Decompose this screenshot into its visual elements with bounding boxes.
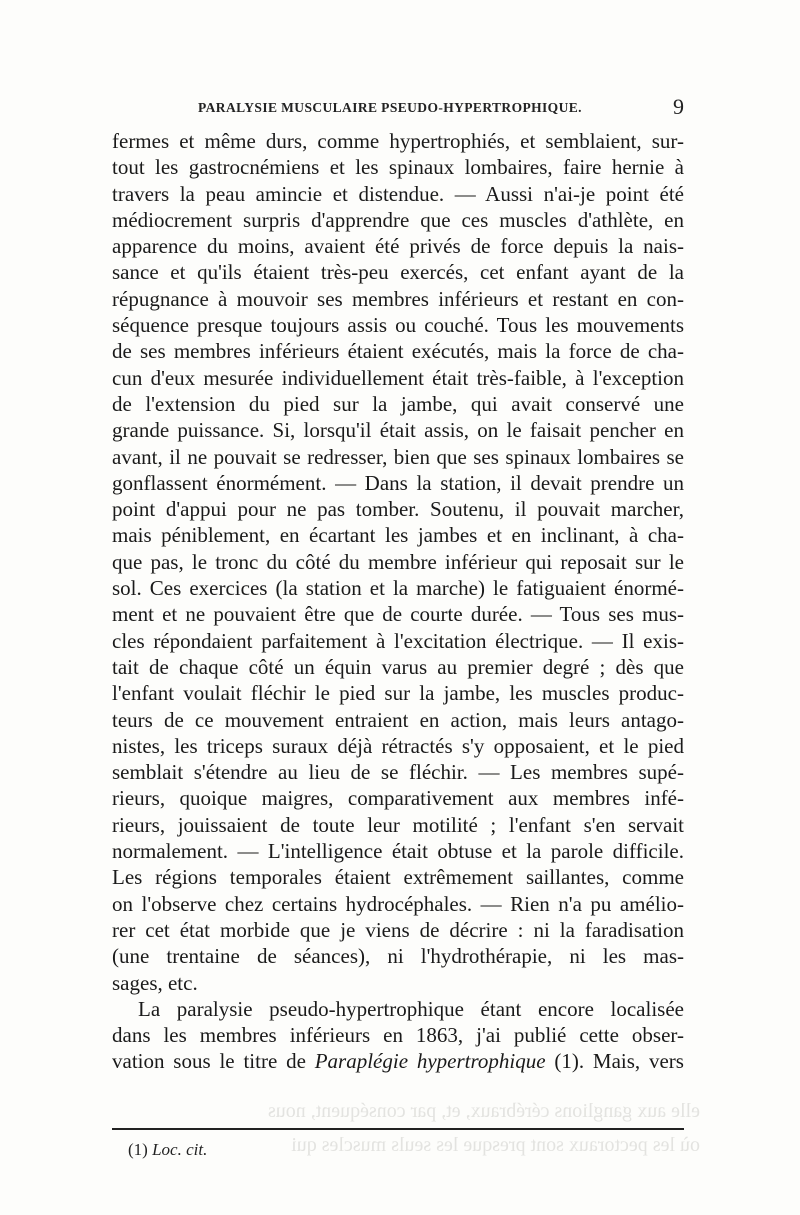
text-line: on l'observe chez certains hydrocéphales. — Rien n'a pu amélio- xyxy=(112,891,684,916)
footnote-rule xyxy=(112,1128,684,1130)
text-line: rieurs, quoique maigres, comparativement aux membres infé- xyxy=(112,786,684,811)
text-line: normalement. — L'intelligence était obtuse et la parole difficile. xyxy=(112,839,684,864)
text-line: cles répondaient parfaitement à l'excitation électrique. — Il exis- xyxy=(112,628,684,653)
text-line: que pas, le tronc du côté du membre inférieur qui reposait sur le xyxy=(112,549,684,574)
footnote-marker: (1) xyxy=(128,1140,153,1159)
paragraph-2-line: La paralysie pseudo-hypertrophique étant encore localisée xyxy=(138,996,684,1021)
text-line: répugnance à mouvoir ses membres inférieurs et restant en con- xyxy=(112,286,684,311)
text-line: semblait s'étendre au lieu de se fléchir. — Les membres supé- xyxy=(112,760,684,785)
text-line: teurs de ce mouvement entraient en action, mais leurs antago- xyxy=(112,707,684,732)
text-line: tait de chaque côté un équin varus au premier degré ; dès que xyxy=(112,654,684,679)
text-line: gonflassent énormément. — Dans la station, il devait prendre un xyxy=(112,470,684,495)
text-line: (une trentaine de séances), ni l'hydrothérapie, ni les mas- xyxy=(112,944,684,969)
show-through-text-1: elle aux ganglions cérébraux, et, par conséquent, nous xyxy=(267,1100,700,1122)
text-line: tout les gastrocnémiens et les spinaux lombaires, faire hernie à xyxy=(112,155,684,180)
text-line: sages, etc. xyxy=(112,970,198,995)
paragraph-2-last-line xyxy=(112,1048,684,1074)
text-line: médiocrement surpris d'apprendre que ces muscles d'athlète, en xyxy=(112,207,684,232)
line-text-before: vation sous le titre de xyxy=(112,1049,315,1074)
footnote xyxy=(128,1140,207,1160)
text-line: fermes et même durs, comme hypertrophiés, et semblaient, sur- xyxy=(112,129,684,153)
text-line: cun d'eux mesurée individuellement était très-faible, à l'exception xyxy=(112,365,684,390)
footnote-text: Loc. cit. xyxy=(152,1140,208,1159)
show-through-text-2: où les pectoraux sont presque les seuls muscles qui xyxy=(291,1134,700,1156)
text-line: travers la peau amincie et distendue. — Aussi n'ai-je point été xyxy=(112,181,684,206)
text-line: sol. Ces exercices (la station et la marche) le fatiguaient énormé- xyxy=(112,576,684,601)
italic-title: Paraplégie hypertrophique xyxy=(314,1049,546,1074)
body-text xyxy=(112,128,684,1075)
text-line: point d'appui pour ne pas tomber. Soutenu, il pouvait marcher, xyxy=(112,497,684,522)
text-line: de ses membres inférieurs étaient exécutés, mais la force de cha- xyxy=(112,339,684,364)
page-number: 9 xyxy=(673,94,684,119)
text-line: ment et ne pouvaient être que de courte durée. — Tous ses mus- xyxy=(112,602,684,627)
text-line: de l'extension du pied sur la jambe, qui avait conservé une xyxy=(112,391,684,416)
paragraph-2-line: dans les membres inférieurs en 1863, j'ai publié cette obser- xyxy=(112,1023,684,1048)
running-head xyxy=(112,96,684,126)
text-line: l'enfant voulait fléchir le pied sur la jambe, les muscles produc- xyxy=(112,681,684,706)
text-line: Les régions temporales étaient extrêmement saillantes, comme xyxy=(112,865,684,890)
running-title: PARALYSIE MUSCULAIRE PSEUDO-HYPERTROPHIQUE. xyxy=(198,100,582,115)
text-line: séquence presque toujours assis ou couché. Tous les mouvements xyxy=(112,313,684,338)
line-text-after: (1). Mais, vers xyxy=(545,1049,684,1074)
text-line: nistes, les triceps suraux déjà rétractés s'y opposaient, et le pied xyxy=(112,733,684,758)
text-line: rer cet état morbide que je viens de décrire : ni la faradisation xyxy=(112,917,684,942)
text-line: avant, il ne pouvait se redresser, bien que ses spinaux lombaires se xyxy=(112,444,684,469)
text-line: sance et qu'ils étaient très-peu exercés, cet enfant ayant de la xyxy=(112,260,684,285)
text-line: apparence du moins, avaient été privés de force depuis la nais- xyxy=(112,234,684,259)
text-line: rieurs, jouissaient de toute leur motilité ; l'enfant s'en servait xyxy=(112,812,684,837)
text-line: mais péniblement, en écartant les jambes et en inclinant, à cha- xyxy=(112,523,684,548)
text-line: grande puissance. Si, lorsqu'il était assis, on le faisait pencher en xyxy=(112,418,684,443)
